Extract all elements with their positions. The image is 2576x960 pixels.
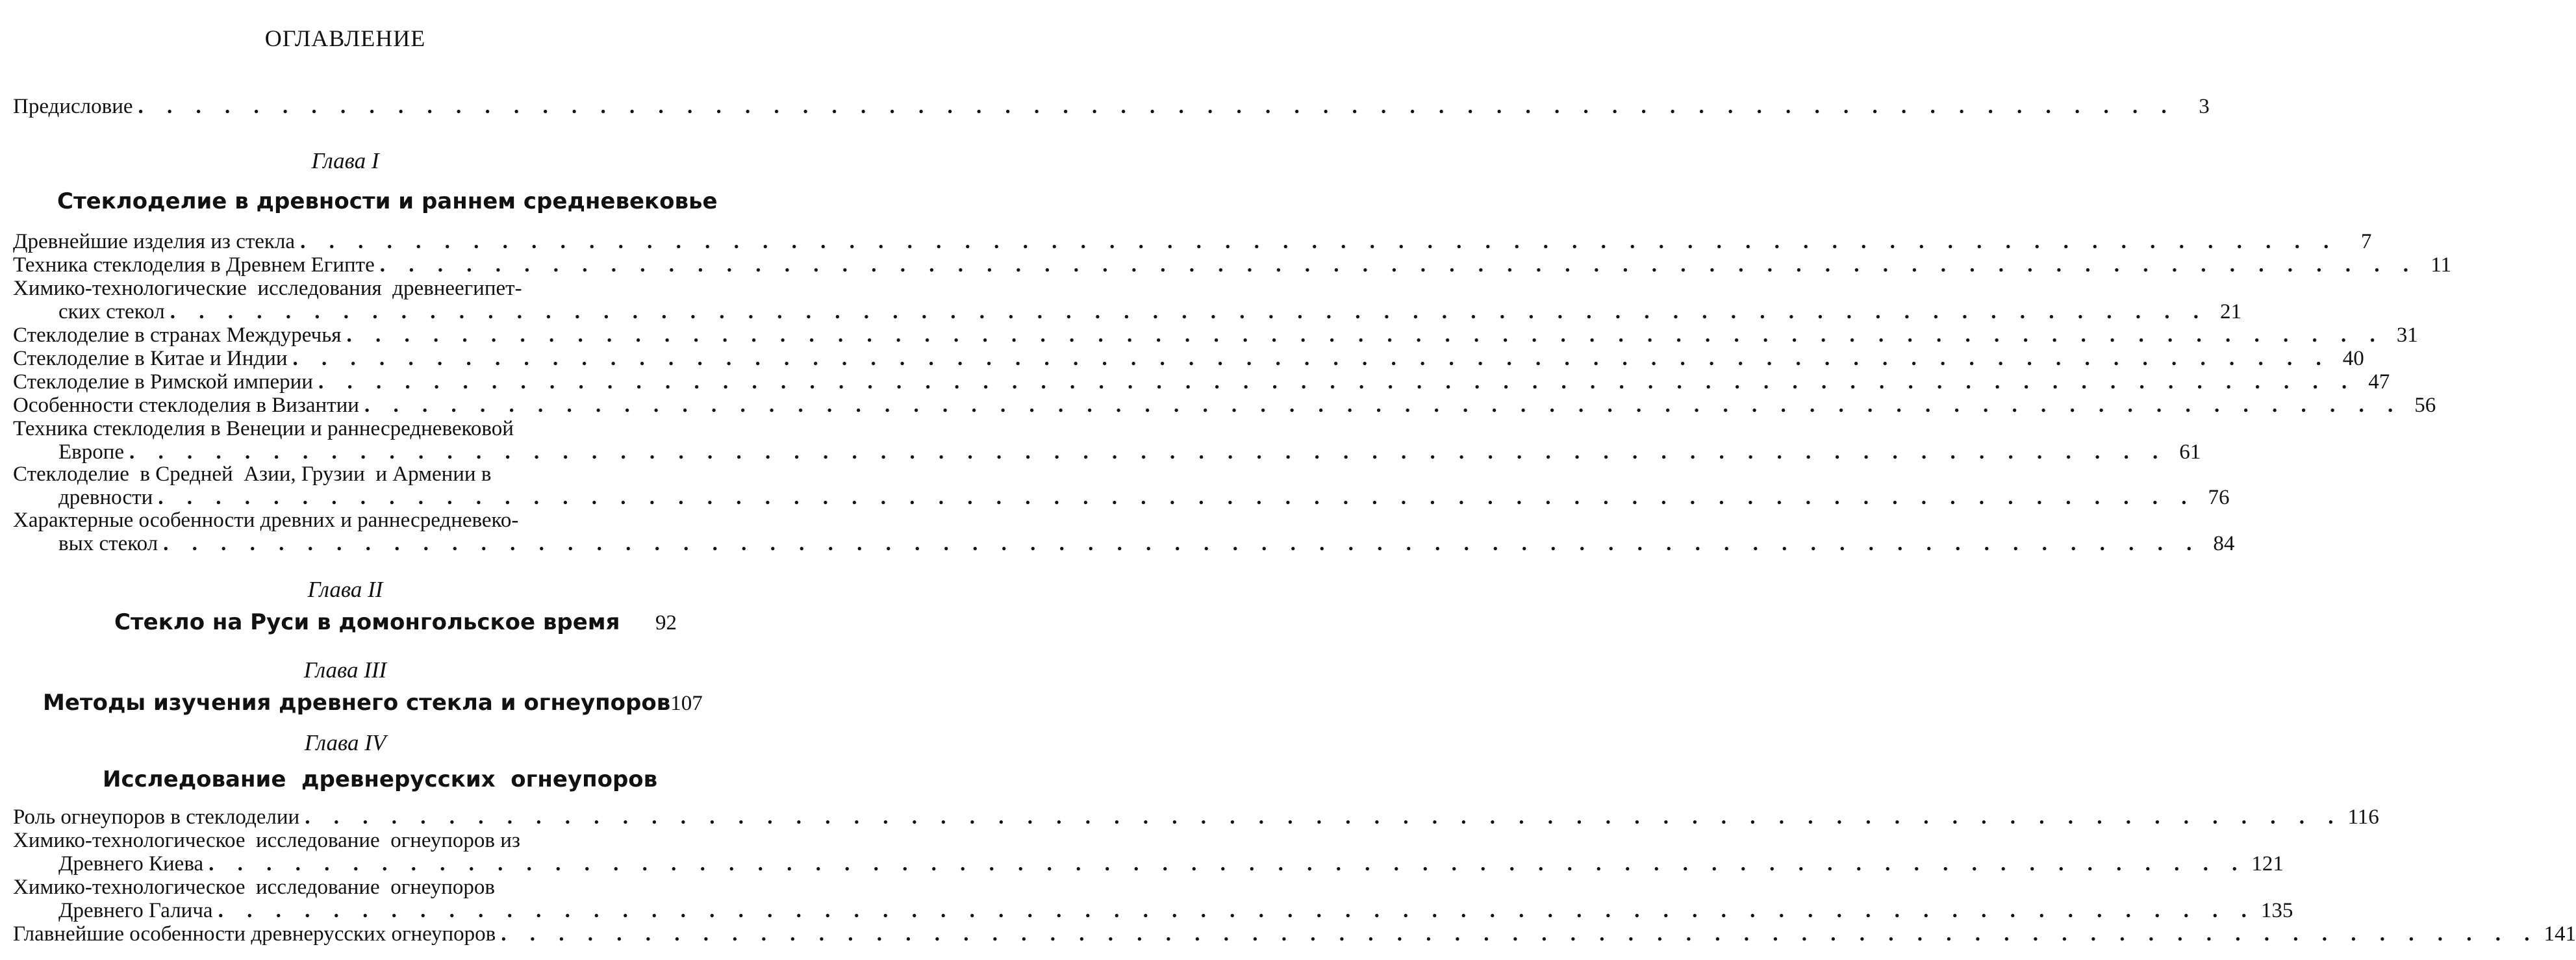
toc-entry-text-line2: древности <box>58 486 153 509</box>
dot-leader <box>138 95 2176 118</box>
dot-leader <box>364 394 2402 417</box>
toc-entry[interactable] <box>13 829 2284 876</box>
toc-entry[interactable] <box>13 922 2576 946</box>
dot-leader <box>163 532 2201 555</box>
toc-entry-page: 40 <box>2342 347 2364 370</box>
toc-entry-preface[interactable] <box>13 95 2210 118</box>
dot-leader <box>501 922 2538 946</box>
toc-entry-page: 31 <box>2396 323 2418 347</box>
toc-entry[interactable] <box>13 417 2201 464</box>
chapter-2-title: Стекло на Руси в домонгольское время <box>114 609 620 635</box>
chapter-2-label: Глава II <box>307 577 383 602</box>
toc-entry-text-line1: Техника стеклоделия в Венеции и раннесредневековой <box>13 417 514 440</box>
dot-leader <box>346 323 2384 347</box>
toc-entry[interactable] <box>13 370 2390 394</box>
toc-entry-text: Главнейшие особенности древнерусских огнеупоров <box>13 922 496 946</box>
dot-leader <box>158 486 2195 509</box>
toc-entry-chapter-3[interactable] <box>43 690 703 716</box>
toc-entry-text-line1: Химико-технологическое исследование огнеупоров из <box>13 829 520 852</box>
chapter-3-label: Глава III <box>303 657 387 683</box>
toc-entry[interactable] <box>13 509 2235 555</box>
toc-entry-page: 84 <box>2213 532 2235 555</box>
toc-entry-text-line1: Характерные особенности древних и раннесредневеко- <box>13 509 519 532</box>
toc-entry[interactable] <box>13 347 2364 370</box>
toc-entry[interactable] <box>13 462 2230 509</box>
dot-leader <box>129 440 2167 464</box>
toc-entry-page: 141 <box>2544 922 2576 946</box>
chapter-3-title: Методы изучения древнего стекла и огнеупоров <box>43 690 671 716</box>
toc-entry-text-line1: Химико-технологические исследования древнеегипет- <box>13 277 522 300</box>
toc-entry[interactable] <box>13 230 2372 253</box>
toc-entry-text-line1: Химико-технологическое исследование огнеупоров <box>13 876 495 899</box>
toc-entry-page: 56 <box>2414 394 2436 417</box>
toc-entry-page: 47 <box>2368 370 2390 394</box>
toc-entry-page: 107 <box>670 692 703 715</box>
toc-entry-text: Предисловие <box>13 95 133 118</box>
toc-entry-page: 11 <box>2431 253 2451 277</box>
toc-entry-text-line2: Древнего Киева <box>58 852 204 876</box>
dot-leader <box>380 253 2418 277</box>
toc-entry-text: Роль огнеупоров в стеклоделии <box>13 805 300 829</box>
chapter-4-title: Исследование древнерусских огнеупоров <box>103 766 658 792</box>
toc-entry-page: 3 <box>2199 95 2210 118</box>
dot-leader <box>318 370 2356 394</box>
toc-entry-page: 121 <box>2251 852 2284 876</box>
toc-entry[interactable] <box>13 805 2379 829</box>
toc-entry[interactable] <box>13 253 2451 277</box>
chapter-1-label: Глава I <box>311 148 379 173</box>
toc-entry-page: 7 <box>2360 230 2372 253</box>
toc-entry-text: Особенности стеклоделия в Византии <box>13 394 359 417</box>
dot-leader <box>170 300 2208 323</box>
toc-entry[interactable] <box>13 277 2241 323</box>
toc-entry-page: 61 <box>2179 440 2201 464</box>
toc-entry-text-line2: ских стекол <box>58 300 165 323</box>
toc-entry-page: 21 <box>2219 300 2241 323</box>
toc-entry-chapter-2[interactable] <box>114 611 677 635</box>
toc-entry-text: Древнейшие изделия из стекла <box>13 230 296 253</box>
toc-entry[interactable] <box>13 323 2418 347</box>
chapter-1-title: Стеклоделие в древности и раннем средневековье <box>57 188 718 214</box>
dot-leader <box>218 899 2256 922</box>
dot-leader <box>305 805 2342 829</box>
toc-entry-text: Стеклоделие в странах Междуречья <box>13 323 342 347</box>
toc-entry-page: 92 <box>655 611 677 635</box>
page-title: ОГЛАВЛЕНИЕ <box>264 25 426 51</box>
toc-entry-text: Стеклоделие в Китае и Индии <box>13 347 288 370</box>
dot-leader <box>300 230 2338 253</box>
toc-entry-page: 116 <box>2347 805 2379 829</box>
toc-entry-page: 76 <box>2208 486 2230 509</box>
toc-entry-text-line2: вых стекол <box>58 532 158 555</box>
toc-entry[interactable] <box>13 394 2436 417</box>
dot-leader <box>208 852 2246 876</box>
chapter-4-label: Глава IV <box>304 730 386 755</box>
toc-entry[interactable] <box>13 876 2293 922</box>
toc-entry-page: 135 <box>2260 899 2293 922</box>
toc-entry-text: Техника стеклоделия в Древнем Египте <box>13 253 375 277</box>
dot-leader <box>293 347 2330 370</box>
toc-entry-text-line1: Стеклоделие в Средней Азии, Грузии и Армении в <box>13 462 492 486</box>
toc-entry-text-line2: Европе <box>58 440 125 464</box>
toc-entry-text: Стеклоделие в Римской империи <box>13 370 313 394</box>
toc-entry-text-line2: Древнего Галича <box>58 899 213 922</box>
